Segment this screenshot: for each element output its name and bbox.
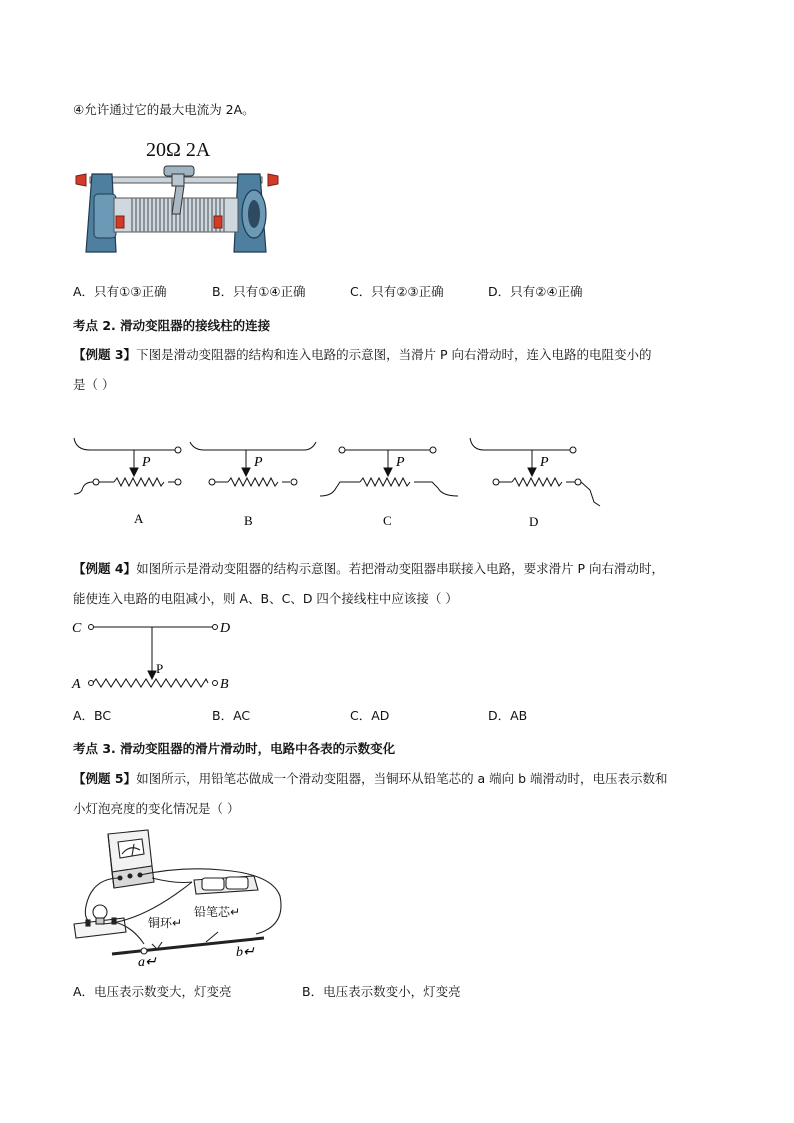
diagram-d-label: D	[529, 514, 539, 529]
ex3-line1: 【例题 3】下图是滑动变阻器的结构和连入电路的示意图，当滑片 P 向右滑动时，连入电路的电阻变小的	[73, 347, 652, 362]
option-a: A．只有①③正确	[73, 284, 167, 299]
ex3-line2: 是（ ）	[73, 377, 115, 392]
end-a-label: a↵	[138, 955, 157, 968]
red-terminal-icon	[268, 174, 278, 186]
ex5-line1: 【例题 5】如图所示，用铅笔芯做成一个滑动变阻器，当铜环从铅笔芯的 a 端向 b 端滑动时，电压表示数和	[73, 771, 668, 786]
ex5-line2: 小灯泡亮度的变化情况是（ ）	[73, 801, 240, 816]
option-c: C．只有②③正确	[350, 284, 444, 299]
diagram-d	[470, 438, 600, 506]
terminal-c-label: C	[72, 621, 82, 636]
slider-label-a: P	[142, 455, 151, 470]
option-b: B．只有①④正确	[212, 284, 306, 299]
section3-heading: 考点 3. 滑动变阻器的滑片滑动时，电路中各表的示数变化	[73, 741, 396, 756]
ex4-option-c: C．AD	[350, 708, 390, 723]
ex5-illustration	[72, 826, 292, 968]
rheostat-photo	[72, 130, 282, 262]
terminal-a-label: A	[72, 677, 81, 692]
rheostat-rating-label: 20Ω 2A	[146, 139, 211, 161]
section2-heading: 考点 2. 滑动变阻器的接线柱的连接	[73, 318, 271, 333]
intro-line: ④允许通过它的最大电流为 2A。	[73, 102, 255, 117]
diagram-c	[320, 447, 458, 496]
red-terminal-icon	[76, 174, 86, 186]
slider-label-c: P	[396, 455, 405, 470]
ex5-option-b: B．电压表示数变小，灯变亮	[302, 984, 461, 999]
copper-ring-label: 铜环↵	[148, 916, 183, 930]
diagram-b-label: B	[244, 513, 253, 528]
battery-icon	[194, 876, 258, 894]
ex4-option-a: A．BC	[73, 708, 112, 723]
ex4-line1: 【例题 4】如图所示是滑动变阻器的结构示意图。若把滑动变阻器串联接入电路，要求滑片 P 向右滑动时，	[73, 561, 665, 576]
copper-ring-icon	[141, 948, 147, 954]
diagram-a	[74, 438, 181, 494]
pencil-lead-label: 铅笔芯↵	[194, 905, 241, 919]
ex4-line2: 能使连入电路的电阻减小，则 A、B、C、D 四个接线柱中应该接（ ）	[73, 591, 458, 606]
ex4-option-d: D．AB	[488, 708, 528, 723]
terminal-d-label: D	[220, 621, 231, 636]
voltmeter-icon	[108, 830, 154, 888]
diagram-c-label: C	[383, 513, 392, 528]
slider-label-b: P	[254, 455, 263, 470]
ex5-tag: 【例题 5】	[73, 771, 137, 786]
ex3-tag: 【例题 3】	[73, 347, 137, 362]
ex3-diagrams	[70, 432, 610, 532]
ex4-tag: 【例题 4】	[73, 561, 137, 576]
diagram-b	[190, 442, 316, 486]
end-b-label: b↵	[236, 945, 255, 960]
ex4-option-b: B．AC	[212, 708, 251, 723]
ex4-diagram	[70, 615, 240, 695]
terminal-p-label: P	[156, 661, 164, 676]
red-terminal-icon	[116, 216, 124, 228]
slider-label-d: P	[540, 455, 549, 470]
ex5-option-a: A．电压表示数变大，灯变亮	[73, 984, 232, 999]
diagram-a-label: A	[134, 511, 144, 526]
terminal-b-label: B	[220, 677, 229, 692]
red-terminal-icon	[214, 216, 222, 228]
option-d: D．只有②④正确	[488, 284, 583, 299]
